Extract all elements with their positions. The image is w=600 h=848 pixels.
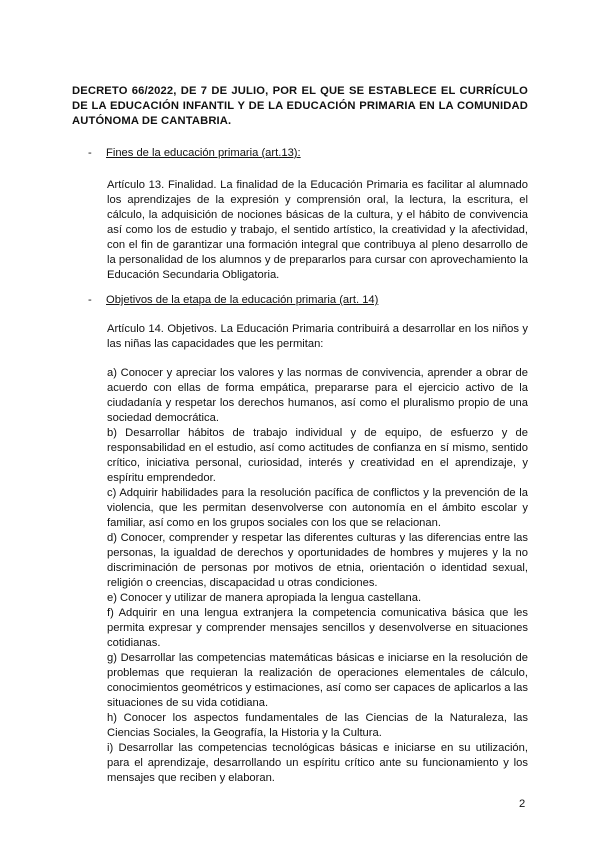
page-number: 2	[519, 798, 526, 810]
bullet-dash: -	[88, 294, 92, 306]
list-item: a) Conocer y apreciar los valores y las normas de convivencia, aprender a obrar de acuerdo con ellas de forma empática, prepararse para el ejercicio activo de la ciudadanía y respetar los derechos humanos, así como el pluralismo propio de una sociedad democrática.	[107, 367, 528, 424]
heading-text: Fines de la educación primaria (art.13):	[106, 147, 301, 159]
list-item: h) Conocer los aspectos fundamentales de las Ciencias de la Naturaleza, las Ciencias Sociales, la Geografía, la Historia y la Cultura.	[107, 712, 528, 739]
list-item: i) Desarrollar las competencias tecnológicas básicas e iniciarse en su utilización, para el aprendizaje, desarrollando un espíritu crítico ante su funcionamiento y los mensajes que reciben y elaboran.	[107, 742, 528, 784]
list-item: e) Conocer y utilizar de manera apropiada la lengua castellana.	[107, 592, 422, 604]
list-item: g) Desarrollar las competencias matemáticas básicas e iniciarse en la resolución de problemas que requieran la realización de operaciones elementales de cálculo, conocimientos geométricos y estimaciones, así como ser capaces de aplicarlos a las situaciones de su vida cotidiana.	[107, 652, 528, 709]
list-item: b) Desarrollar hábitos de trabajo individual y de equipo, de esfuerzo y de responsabilidad en el estudio, así como actitudes de confianza en sí mismo, sentido crítico, iniciativa personal, curiosidad, interés y creatividad en el aprendizaje, y espíritu emprendedor.	[107, 427, 528, 484]
list-item: f) Adquirir en una lengua extranjera la competencia comunicativa básica que les permita expresar y comprender mensajes sencillos y desenvolverse en situaciones cotidianas.	[107, 607, 528, 649]
document-title: DECRETO 66/2022, DE 7 DE JULIO, POR EL QUE SE ESTABLECE EL CURRÍCULO DE LA EDUCACIÓN INFANTIL Y DE LA EDUCACIÓN PRIMARIA EN LA COMUNIDAD AUTÓNOMA DE CANTABRIA.	[72, 85, 528, 127]
paragraph: Artículo 14. Objetivos. La Educación Primaria contribuirá a desarrollar en los niños y las niñas las capacidades que les permitan:	[107, 323, 528, 350]
article-14-intro	[107, 322, 528, 352]
list-item: d) Conocer, comprender y respetar las diferentes culturas y las diferencias entre las personas, la igualdad de derechos y oportunidades de hombres y mujeres y la no discriminación de personas por motivos de etnia, orientación o identidad sexual, religión o creencias, discapacidad u otras condiciones.	[107, 532, 528, 589]
list-item: c) Adquirir habilidades para la resolución pacífica de conflictos y la prevención de la violencia, que les permitan desenvolverse con autonomía en el ámbito escolar y familiar, así como en los grupos sociales con los que se relacionan.	[107, 487, 528, 529]
article-13-paragraph	[107, 178, 528, 283]
heading-text: Objetivos de la etapa de la educación primaria (art. 14)	[106, 294, 379, 306]
section-heading-fines	[88, 146, 528, 161]
paragraph: Artículo 13. Finalidad. La finalidad de la Educación Primaria es facilitar al alumnado los aprendizajes de la expresión y comprensión oral, la lectura, la escritura, el cálculo, la adquisición de nociones básicas de la cultura, y el hábito de convivencia así como los de estudio y trabajo, el sentido artístico, la creatividad y la afectividad, con el fin de garantizar una formación integral que contribuya al pleno desarrollo de la personalidad de los alumnos y de prepararlos para cursar con aprovechamiento la Educación Secundaria Obligatoria.	[107, 179, 528, 281]
section-heading-objetivos	[88, 293, 528, 308]
objectives-list	[107, 366, 528, 786]
bullet-dash: -	[88, 147, 92, 159]
